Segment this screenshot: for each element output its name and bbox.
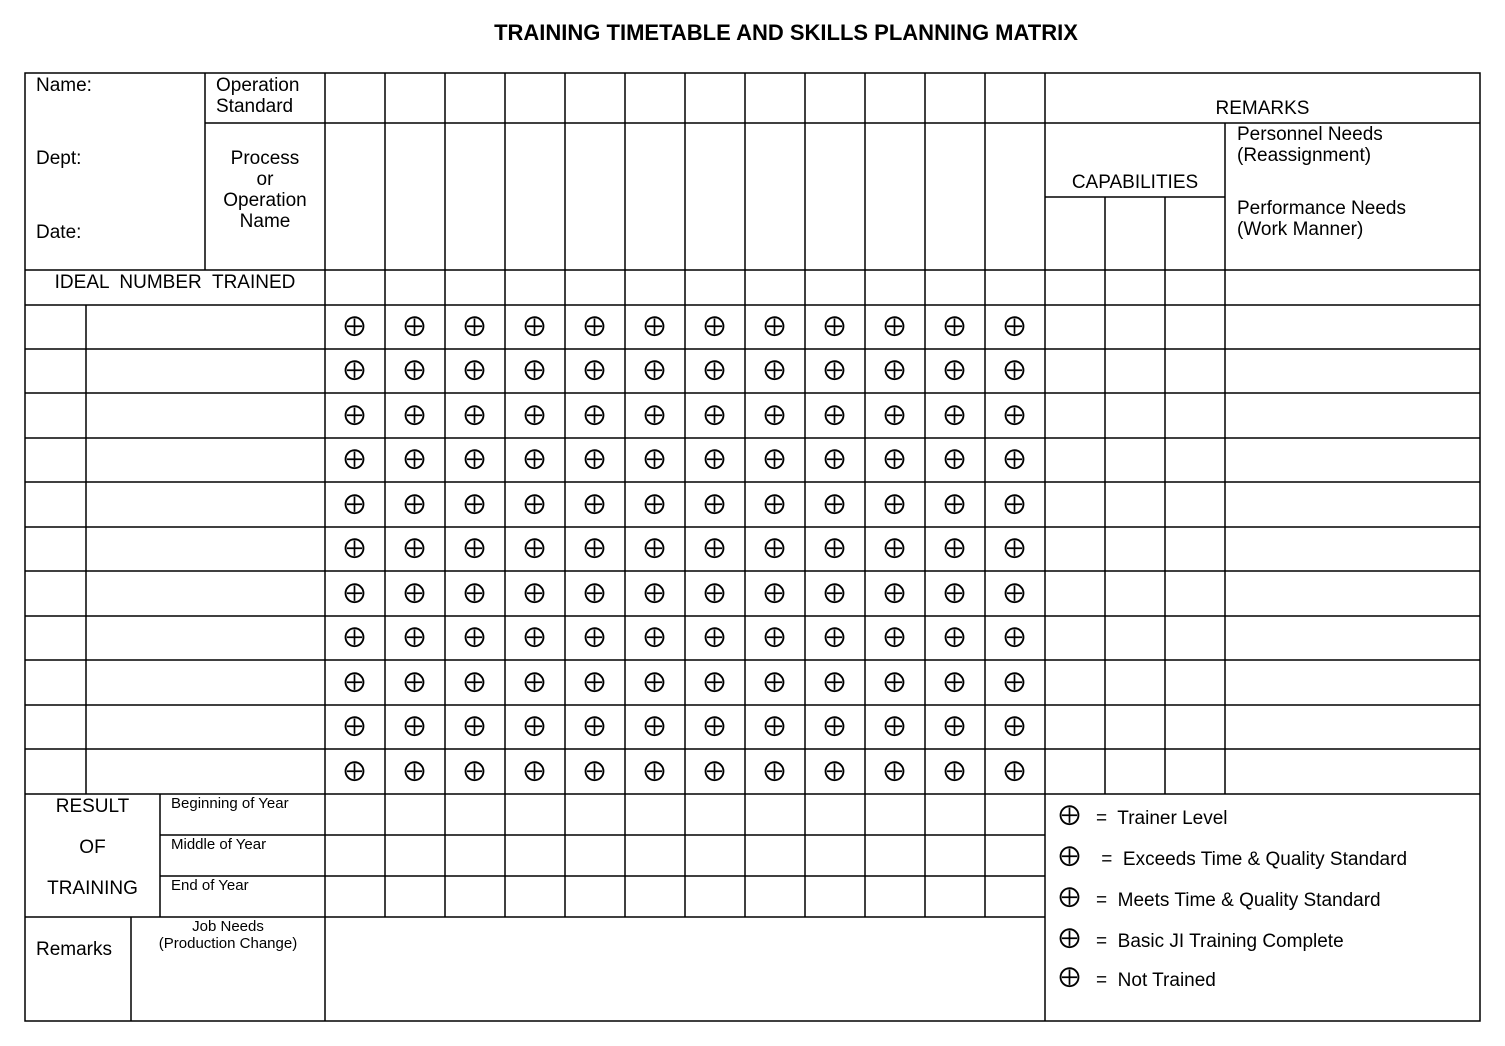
matrix-cell-symbol-icon[interactable]: ⨁ [944, 758, 965, 782]
matrix-cell-symbol-icon[interactable]: ⨁ [824, 358, 845, 381]
matrix-cell-symbol-icon[interactable]: ⨁ [824, 402, 845, 426]
matrix-cell-symbol-icon[interactable]: ⨁ [1004, 536, 1025, 559]
legend-trainer-level: = Trainer Level [1096, 808, 1228, 829]
matrix-cell-symbol-icon[interactable]: ⨁ [944, 580, 965, 604]
matrix-cell-symbol-icon[interactable]: ⨁ [524, 447, 545, 470]
matrix-cell-symbol-icon[interactable]: ⨁ [884, 402, 905, 426]
matrix-cell-symbol-icon[interactable]: ⨁ [764, 358, 785, 381]
matrix-cell-symbol-icon[interactable]: ⨁ [404, 714, 425, 737]
matrix-cell-symbol-icon[interactable]: ⨁ [884, 447, 905, 470]
matrix-cell-symbol-icon[interactable]: ⨁ [644, 580, 665, 604]
matrix-cell-symbol-icon[interactable]: ⨁ [1004, 625, 1025, 648]
period-end-label: End of Year [171, 877, 249, 894]
matrix-cell-symbol-icon[interactable]: ⨁ [524, 714, 545, 737]
matrix-cell-symbol-icon[interactable]: ⨁ [704, 358, 725, 381]
matrix-cell-symbol-icon[interactable]: ⨁ [824, 447, 845, 470]
matrix-cell-symbol-icon[interactable]: ⨁ [524, 402, 545, 426]
legend-symbol-icon: ⨁ [1059, 926, 1080, 949]
matrix-cell-symbol-icon[interactable]: ⨁ [464, 402, 485, 426]
matrix-cell-symbol-icon[interactable]: ⨁ [1004, 669, 1025, 693]
matrix-cell-symbol-icon[interactable]: ⨁ [464, 447, 485, 470]
matrix-cell-symbol-icon[interactable]: ⨁ [644, 758, 665, 782]
matrix-cell-symbol-icon[interactable]: ⨁ [404, 402, 425, 426]
matrix-cell-symbol-icon[interactable]: ⨁ [704, 758, 725, 782]
matrix-cell-symbol-icon[interactable]: ⨁ [944, 358, 965, 381]
matrix-cell-symbol-icon[interactable]: ⨁ [884, 358, 905, 381]
matrix-cell-symbol-icon[interactable]: ⨁ [584, 758, 605, 782]
result-label-line3: TRAINING [47, 878, 138, 899]
name-label: Name: [36, 75, 92, 96]
matrix-cell-symbol-icon[interactable]: ⨁ [464, 536, 485, 559]
matrix-cell-symbol-icon[interactable]: ⨁ [464, 358, 485, 381]
legend-symbol-icon: ⨁ [1059, 803, 1080, 826]
matrix-cell-symbol-icon[interactable]: ⨁ [1004, 580, 1025, 604]
matrix-cell-symbol-icon[interactable]: ⨁ [404, 447, 425, 470]
process-name-label: Process or Operation Name [223, 148, 307, 232]
matrix-cell-symbol-icon[interactable]: ⨁ [344, 714, 365, 737]
matrix-cell-symbol-icon[interactable]: ⨁ [1004, 758, 1025, 782]
matrix-cell-symbol-icon[interactable]: ⨁ [404, 625, 425, 648]
matrix-cell-symbol-icon[interactable]: ⨁ [704, 580, 725, 604]
matrix-cell-symbol-icon[interactable]: ⨁ [944, 402, 965, 426]
job-needs-label: Job Needs (Production Change) [158, 918, 298, 952]
matrix-cell-symbol-icon[interactable]: ⨁ [764, 714, 785, 737]
matrix-cell-symbol-icon[interactable]: ⨁ [584, 580, 605, 604]
matrix-cell-symbol-icon[interactable]: ⨁ [584, 358, 605, 381]
matrix-cell-symbol-icon[interactable]: ⨁ [464, 314, 485, 337]
matrix-cell-symbol-icon[interactable]: ⨁ [344, 402, 365, 426]
matrix-cell-symbol-icon[interactable]: ⨁ [944, 536, 965, 559]
matrix-cell-symbol-icon[interactable]: ⨁ [464, 580, 485, 604]
matrix-cell-symbol-icon[interactable]: ⨁ [704, 491, 725, 515]
legend-symbol-icon: ⨁ [1059, 844, 1080, 867]
matrix-cell-symbol-icon[interactable]: ⨁ [884, 714, 905, 737]
matrix-cell-symbol-icon[interactable]: ⨁ [764, 758, 785, 782]
matrix-cell-symbol-icon[interactable]: ⨁ [344, 669, 365, 693]
matrix-cell-symbol-icon[interactable]: ⨁ [764, 314, 785, 337]
matrix-cell-symbol-icon[interactable]: ⨁ [824, 625, 845, 648]
matrix-cell-symbol-icon[interactable]: ⨁ [344, 447, 365, 470]
matrix-cell-symbol-icon[interactable]: ⨁ [884, 536, 905, 559]
operation-standard-label: Operation Standard [216, 75, 300, 117]
remarks-header: REMARKS [1215, 98, 1310, 119]
matrix-cell-symbol-icon[interactable]: ⨁ [824, 758, 845, 782]
matrix-cell-symbol-icon[interactable]: ⨁ [344, 314, 365, 337]
performance-needs-label: Performance Needs (Work Manner) [1237, 198, 1406, 240]
personnel-needs-label: Personnel Needs (Reassignment) [1237, 124, 1383, 166]
matrix-cell-symbol-icon[interactable]: ⨁ [584, 625, 605, 648]
matrix-cell-symbol-icon[interactable]: ⨁ [884, 625, 905, 648]
matrix-cell-symbol-icon[interactable]: ⨁ [944, 625, 965, 648]
matrix-cell-symbol-icon[interactable]: ⨁ [584, 402, 605, 426]
matrix-cell-symbol-icon[interactable]: ⨁ [644, 314, 665, 337]
matrix-cell-symbol-icon[interactable]: ⨁ [524, 314, 545, 337]
matrix-cell-symbol-icon[interactable]: ⨁ [704, 402, 725, 426]
matrix-cell-symbol-icon[interactable]: ⨁ [404, 536, 425, 559]
matrix-cell-symbol-icon[interactable]: ⨁ [944, 714, 965, 737]
matrix-cell-symbol-icon[interactable]: ⨁ [944, 669, 965, 693]
matrix-cell-symbol-icon[interactable]: ⨁ [704, 714, 725, 737]
matrix-cell-symbol-icon[interactable]: ⨁ [704, 625, 725, 648]
matrix-cell-symbol-icon[interactable]: ⨁ [824, 536, 845, 559]
matrix-cell-symbol-icon[interactable]: ⨁ [584, 314, 605, 337]
matrix-cell-symbol-icon[interactable]: ⨁ [824, 314, 845, 337]
matrix-cell-symbol-icon[interactable]: ⨁ [644, 491, 665, 515]
matrix-cell-symbol-icon[interactable]: ⨁ [524, 758, 545, 782]
matrix-cell-symbol-icon[interactable]: ⨁ [344, 625, 365, 648]
matrix-cell-symbol-icon[interactable]: ⨁ [404, 669, 425, 693]
matrix-cell-symbol-icon[interactable]: ⨁ [644, 669, 665, 693]
matrix-cell-symbol-icon[interactable]: ⨁ [644, 625, 665, 648]
matrix-cell-symbol-icon[interactable]: ⨁ [1004, 491, 1025, 515]
matrix-cell-symbol-icon[interactable]: ⨁ [404, 491, 425, 515]
matrix-cell-symbol-icon[interactable]: ⨁ [1004, 714, 1025, 737]
matrix-cell-symbol-icon[interactable]: ⨁ [704, 536, 725, 559]
result-label-line1: RESULT [55, 796, 130, 817]
matrix-cell-symbol-icon[interactable]: ⨁ [884, 758, 905, 782]
matrix-cell-symbol-icon[interactable]: ⨁ [824, 491, 845, 515]
matrix-cell-symbol-icon[interactable]: ⨁ [404, 314, 425, 337]
matrix-cell-symbol-icon[interactable]: ⨁ [584, 669, 605, 693]
date-label: Date: [36, 222, 82, 243]
matrix-cell-symbol-icon[interactable]: ⨁ [824, 580, 845, 604]
matrix-cell-symbol-icon[interactable]: ⨁ [764, 625, 785, 648]
matrix-cell-symbol-icon[interactable]: ⨁ [704, 314, 725, 337]
matrix-cell-symbol-icon[interactable]: ⨁ [764, 580, 785, 604]
matrix-cell-symbol-icon[interactable]: ⨁ [644, 536, 665, 559]
matrix-cell-symbol-icon[interactable]: ⨁ [1004, 358, 1025, 381]
matrix-cell-symbol-icon[interactable]: ⨁ [524, 358, 545, 381]
matrix-cell-symbol-icon[interactable]: ⨁ [464, 491, 485, 515]
matrix-cell-symbol-icon[interactable]: ⨁ [404, 580, 425, 604]
matrix-cell-symbol-icon[interactable]: ⨁ [344, 536, 365, 559]
legend-basic-ji-complete: = Basic JI Training Complete [1096, 931, 1344, 952]
matrix-cell-symbol-icon[interactable]: ⨁ [764, 536, 785, 559]
matrix-cell-symbol-icon[interactable]: ⨁ [644, 447, 665, 470]
legend-meets-standard: = Meets Time & Quality Standard [1096, 890, 1381, 911]
result-label-line2: OF [79, 837, 106, 858]
matrix-cell-symbol-icon[interactable]: ⨁ [644, 402, 665, 426]
period-middle-label: Middle of Year [171, 836, 267, 853]
matrix-cell-symbol-icon[interactable]: ⨁ [764, 669, 785, 693]
matrix-cell-symbol-icon[interactable]: ⨁ [884, 314, 905, 337]
page-title: TRAINING TIMETABLE AND SKILLS PLANNING MATRIX [494, 20, 1078, 45]
period-beginning-label: Beginning of Year [171, 795, 289, 812]
matrix-cell-symbol-icon[interactable]: ⨁ [704, 669, 725, 693]
matrix-cell-symbol-icon[interactable]: ⨁ [584, 536, 605, 559]
matrix-cell-symbol-icon[interactable]: ⨁ [464, 758, 485, 782]
matrix-cell-symbol-icon[interactable]: ⨁ [584, 491, 605, 515]
matrix-cell-symbol-icon[interactable]: ⨁ [464, 625, 485, 648]
matrix-cell-symbol-icon[interactable]: ⨁ [344, 758, 365, 782]
matrix-cell-symbol-icon[interactable]: ⨁ [524, 491, 545, 515]
matrix-cell-symbol-icon[interactable]: ⨁ [824, 669, 845, 693]
matrix-cell-symbol-icon[interactable]: ⨁ [944, 491, 965, 515]
matrix-cell-symbol-icon[interactable]: ⨁ [644, 358, 665, 381]
matrix-cell-symbol-icon[interactable]: ⨁ [884, 669, 905, 693]
matrix-cell-symbol-icon[interactable]: ⨁ [644, 714, 665, 737]
matrix-cell-symbol-icon[interactable]: ⨁ [764, 402, 785, 426]
remarks-footer-label: Remarks [36, 939, 113, 960]
matrix-cell-symbol-icon[interactable]: ⨁ [764, 447, 785, 470]
matrix-cell-symbol-icon[interactable]: ⨁ [884, 580, 905, 604]
matrix-cell-symbol-icon[interactable]: ⨁ [404, 358, 425, 381]
matrix-cell-symbol-icon[interactable]: ⨁ [404, 758, 425, 782]
matrix-cell-symbol-icon[interactable]: ⨁ [524, 625, 545, 648]
dept-label: Dept: [36, 148, 82, 169]
legend-symbol-icon: ⨁ [1059, 965, 1080, 988]
capabilities-header: CAPABILITIES [1071, 172, 1199, 193]
matrix-cell-symbol-icon[interactable]: ⨁ [1004, 314, 1025, 337]
legend-symbol-icon: ⨁ [1059, 885, 1080, 908]
matrix-cell-symbol-icon[interactable]: ⨁ [824, 714, 845, 737]
matrix-cell-symbol-icon[interactable]: ⨁ [524, 669, 545, 693]
ideal-number-trained-label: IDEAL NUMBER TRAINED [54, 272, 296, 293]
matrix-cell-symbol-icon[interactable]: ⨁ [524, 536, 545, 559]
matrix-cell-symbol-icon[interactable]: ⨁ [464, 669, 485, 693]
matrix-cell-symbol-icon[interactable]: ⨁ [344, 580, 365, 604]
matrix-cell-symbol-icon[interactable]: ⨁ [524, 580, 545, 604]
matrix-cell-symbol-icon[interactable]: ⨁ [884, 491, 905, 515]
matrix-cell-symbol-icon[interactable]: ⨁ [1004, 402, 1025, 426]
matrix-cell-symbol-icon[interactable]: ⨁ [764, 491, 785, 515]
matrix-cell-symbol-icon[interactable]: ⨁ [584, 714, 605, 737]
legend-not-trained: = Not Trained [1096, 970, 1216, 991]
matrix-cell-symbol-icon[interactable]: ⨁ [344, 358, 365, 381]
matrix-cell-symbol-icon[interactable]: ⨁ [944, 447, 965, 470]
matrix-cell-symbol-icon[interactable]: ⨁ [464, 714, 485, 737]
matrix-cell-symbol-icon[interactable]: ⨁ [344, 491, 365, 515]
matrix-cell-symbol-icon[interactable]: ⨁ [944, 314, 965, 337]
matrix-cell-symbol-icon[interactable]: ⨁ [1004, 447, 1025, 470]
legend-exceeds-standard: = Exceeds Time & Quality Standard [1096, 849, 1408, 870]
matrix-cell-symbol-icon[interactable]: ⨁ [704, 447, 725, 470]
matrix-cell-symbol-icon[interactable]: ⨁ [584, 447, 605, 470]
